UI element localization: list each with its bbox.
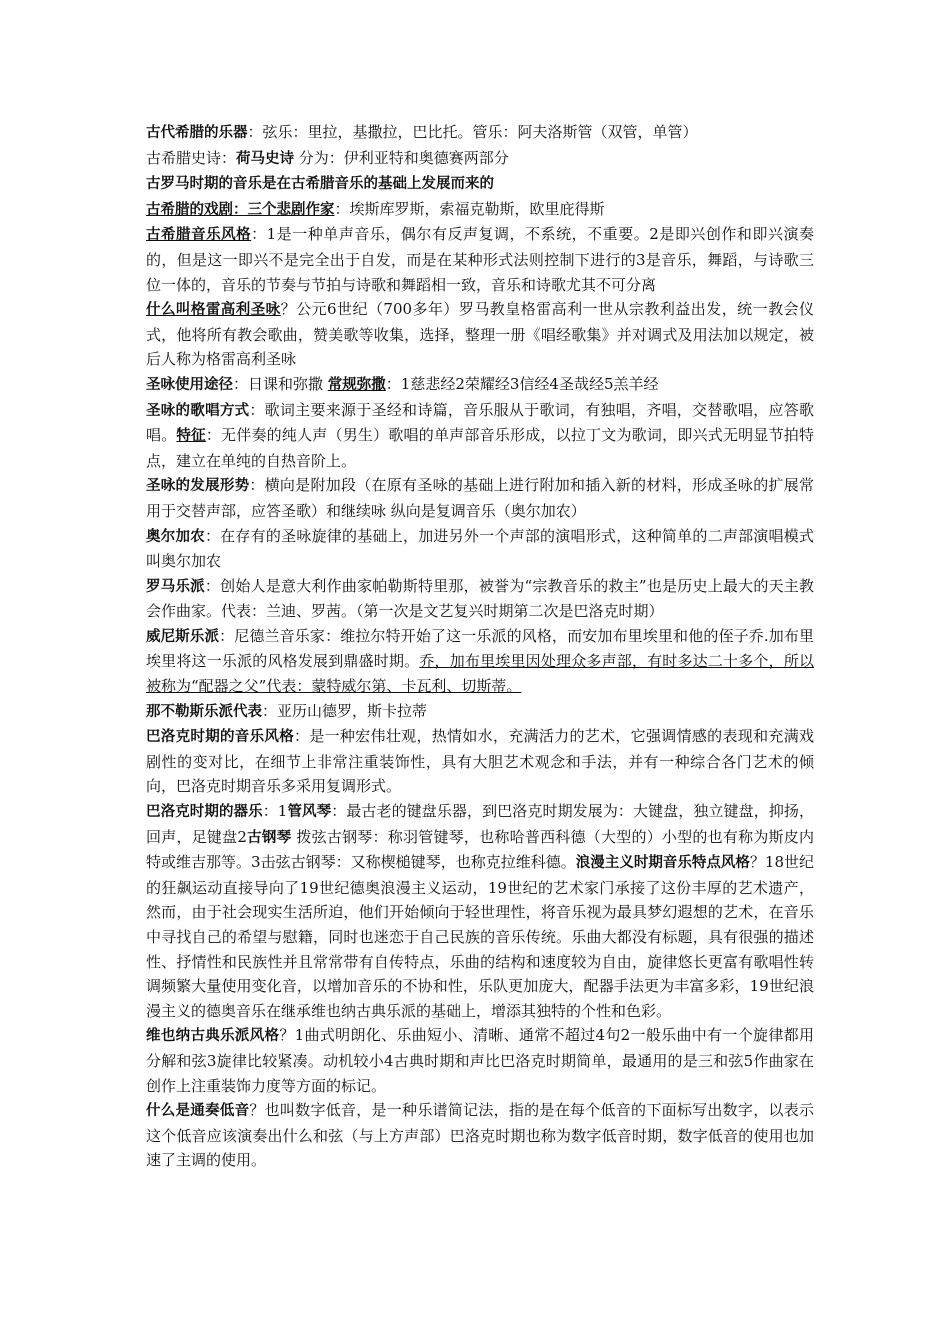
term: 常规弥撒 xyxy=(327,376,386,393)
paragraph-text: ：创始人是意大利作曲家帕勒斯特里那，被誉为“宗教音乐的救主”也是历史上最大的天主教会作曲家。代表：兰迪、罗茜。（第一次是文艺复兴时期第二次是巴洛克时期） xyxy=(146,576,815,621)
paragraph-neapolitan-school xyxy=(146,699,814,725)
paragraph-text: ？1曲式明朗化、乐曲短小、清晰、通常不超过4句2一般乐曲中有一个旋律都用分解和弦3旋律比较紧凑。动机较小4古典时期和声比巴洛克时期简单，最通用的是三和弦5作曲家在创作上注重装饰力度等方面的标记。 xyxy=(146,1026,815,1095)
paragraph-text: 分为：伊利亚特和奥德赛两部分 xyxy=(294,148,509,167)
term: 浪漫主义时期音乐特点风格 xyxy=(575,855,750,872)
paragraph-text: ：是一种宏伟壮观，热情如水，充满活力的艺术，它强调情感的表现和充满戏剧性的变对比，在细节上非常注重装饰性，具有大胆艺术观念和手法，并有一种综合各门艺术的倾向，巴洛克时期音乐多采用复调形式。 xyxy=(146,727,814,796)
paragraph-text: ：尼德兰音乐家：维拉尔特开始了这一乐派的风格，而安加布里埃里和他的侄子乔.加布里埃里将这一乐派的风格发展到鼎盛时期。 xyxy=(146,626,814,671)
paragraph-gregorian-chant xyxy=(146,297,814,372)
term: 维也纳古典乐派风格 xyxy=(146,1028,280,1045)
paragraph-ancient-greek-instruments xyxy=(146,120,814,146)
paragraph-greek-drama xyxy=(146,197,814,223)
paragraph-text: ：无伴奏的纯人声（男生）歌唱的单声部音乐形成，以拉丁文为歌词，即兴式无明显节拍特点，建立在单纯的自热音阶上。 xyxy=(146,426,814,470)
paragraph-text: ：最古老的键盘乐器，到巴洛克时期发展为：大键盘，独立键盘，抑扬，回声，足键盘2 xyxy=(146,802,814,846)
paragraph-text: ：弦乐：里拉，基撒拉，巴比托。管乐：阿夫洛斯管（双管，单管） xyxy=(247,123,698,141)
paragraph-organum xyxy=(146,524,814,574)
paragraph-baroque-instruments xyxy=(146,799,814,1023)
paragraph-text: 古希腊史诗： xyxy=(146,148,237,167)
paragraph-text: 拨弦古钢琴：称羽管键琴，也称哈普西科德（大型的）小型的也有称为斯皮内特或维吉那等。3击弦古钢琴：又称楔槌键琴，也称克拉维科德。 xyxy=(146,827,815,872)
paragraph-venetian-school xyxy=(146,624,814,699)
term: 古希腊的戏剧：三个悲剧作家 xyxy=(146,201,335,218)
term: 什么是通奏低音 xyxy=(146,1103,250,1120)
term: 那不勒斯乐派代表 xyxy=(146,703,262,720)
paragraph-chant-singing xyxy=(146,398,814,474)
term: 古钢琴 xyxy=(246,829,292,846)
paragraph-greek-music-style xyxy=(146,222,814,297)
term: 威尼斯乐派 xyxy=(146,628,220,645)
term: 圣咏的发展形势 xyxy=(146,478,250,495)
paragraph-text: ：歌词主要来源于圣经和诗篇，音乐服从于歌词，有独唱，齐唱，交替歌唱，应答歌唱。 xyxy=(146,400,814,445)
term: 特征 xyxy=(176,428,206,445)
term: 巴洛克时期的音乐风格 xyxy=(146,729,295,746)
term: 古罗马时期的音乐是在古希腊音乐的基础上发展而来的 xyxy=(146,176,494,193)
paragraph-text: ？也叫数字低音，是一种乐谱简记法，指的是在每个低音的下面标写出数字，以表示这个低音应该演奏出什么和弦（与上方声部）巴洛克时期也称为数字低音时期，数字低音的使用也加速了主调的使用。 xyxy=(146,1101,814,1170)
paragraph-text: ：亚历山德罗，斯卡拉蒂 xyxy=(262,701,428,720)
term: 圣咏的歌唱方式 xyxy=(146,402,250,419)
term: 罗马乐派 xyxy=(146,578,205,595)
paragraph-baroque-style xyxy=(146,724,814,799)
paragraph-viennese-classical xyxy=(146,1023,814,1098)
paragraph-text: ？18世纪的狂飙运动直接导向了19世纪德奥浪漫主义运动，19世纪的艺术家门承接了这份丰厚的艺术遗产，然而，由于社会现实生活所迫，他们开始倾向于轻世理性，将音乐视为最具梦幻遐想的艺术，在音乐中寻找自己的希望与慰籍，同时也迷恋于自己民族的音乐传统。乐曲大都没有标题，具有很强的描述性、抒情性和民族性并且常常带有自传特点，乐曲的结构和速度较为自由，旋律悠长更富有歌唱性转调频繁大量使用变化音，以增加音乐的不协和性，乐队更加庞大，配器手法更为丰富多彩，19世纪浪漫主义的德奥音乐在继承维也纳古典乐派的基础上，增添其独特的个性和色彩。 xyxy=(146,853,815,1020)
paragraph-text: ？公元6世纪（700多年）罗马教皇格雷高利一世从宗教利益出发，统一教会仪式，他将所有教会歌曲，赞美歌等收集，选择，整理一册《唱经歌集》并对调式及用法加以规定，被后人称为格雷高利圣咏 xyxy=(146,300,814,369)
paragraph-text: ：横向是附加段（在原有圣咏的基础上进行附加和插入新的材料，形成圣咏的扩展常用于交替声部，应答圣歌）和继续咏 纵向是复调音乐（奥尔加农） xyxy=(146,476,814,520)
term: 荷马史诗 xyxy=(236,150,295,167)
paragraph-roman-school xyxy=(146,574,814,624)
paragraph-text: ：1慈悲经2荣耀经3信经4圣哉经5羔羊经 xyxy=(385,374,659,393)
term: 古代希腊的乐器 xyxy=(146,125,248,141)
term: 什么叫格雷高利圣咏 xyxy=(146,302,281,319)
paragraph-chant-usage xyxy=(146,372,814,398)
term: 圣咏使用途径 xyxy=(146,376,233,393)
paragraph-text: ：埃斯库罗斯，索福克勒斯，欧里庇得斯 xyxy=(334,199,605,218)
term: 古希腊音乐风格 xyxy=(146,227,252,244)
term: 管风琴 xyxy=(287,804,332,821)
paragraph-chant-development xyxy=(146,473,814,523)
paragraph-figured-bass xyxy=(146,1098,814,1173)
paragraph-text: ：日课和弥撒 xyxy=(233,374,328,393)
paragraph-text: ：在存有的圣咏旋律的基础上，加进另外一个声部的演唱形式，这种简单的二声部演唱模式叫奥尔加农 xyxy=(146,526,814,571)
term: 奥尔加农 xyxy=(146,528,205,545)
paragraph-text: ：1 xyxy=(262,802,288,821)
paragraph-roman-music xyxy=(146,171,814,197)
term: 巴洛克时期的器乐 xyxy=(146,804,263,821)
paragraph-homer-epic xyxy=(146,146,814,172)
paragraph-text: ：1是一种单声音乐，偶尔有反声复调，不系统，不重要。2是即兴创作和即兴演奏的，但是这一即兴不是完全出于自发，而是在某种形式法则控制下进行的3是音乐，舞蹈，与诗歌三位一体的，音乐的节奏与节拍与诗歌和舞蹈相一致，音乐和诗歌尤其不可分离 xyxy=(146,225,815,294)
underlined-text: 乔，加布里埃里因处理众多声部，有时多达二十多个，所以被称为“配器之父”代表：蒙特威尔第、卡瓦利、切斯蒂。 xyxy=(146,652,814,696)
document-body xyxy=(146,120,814,1173)
